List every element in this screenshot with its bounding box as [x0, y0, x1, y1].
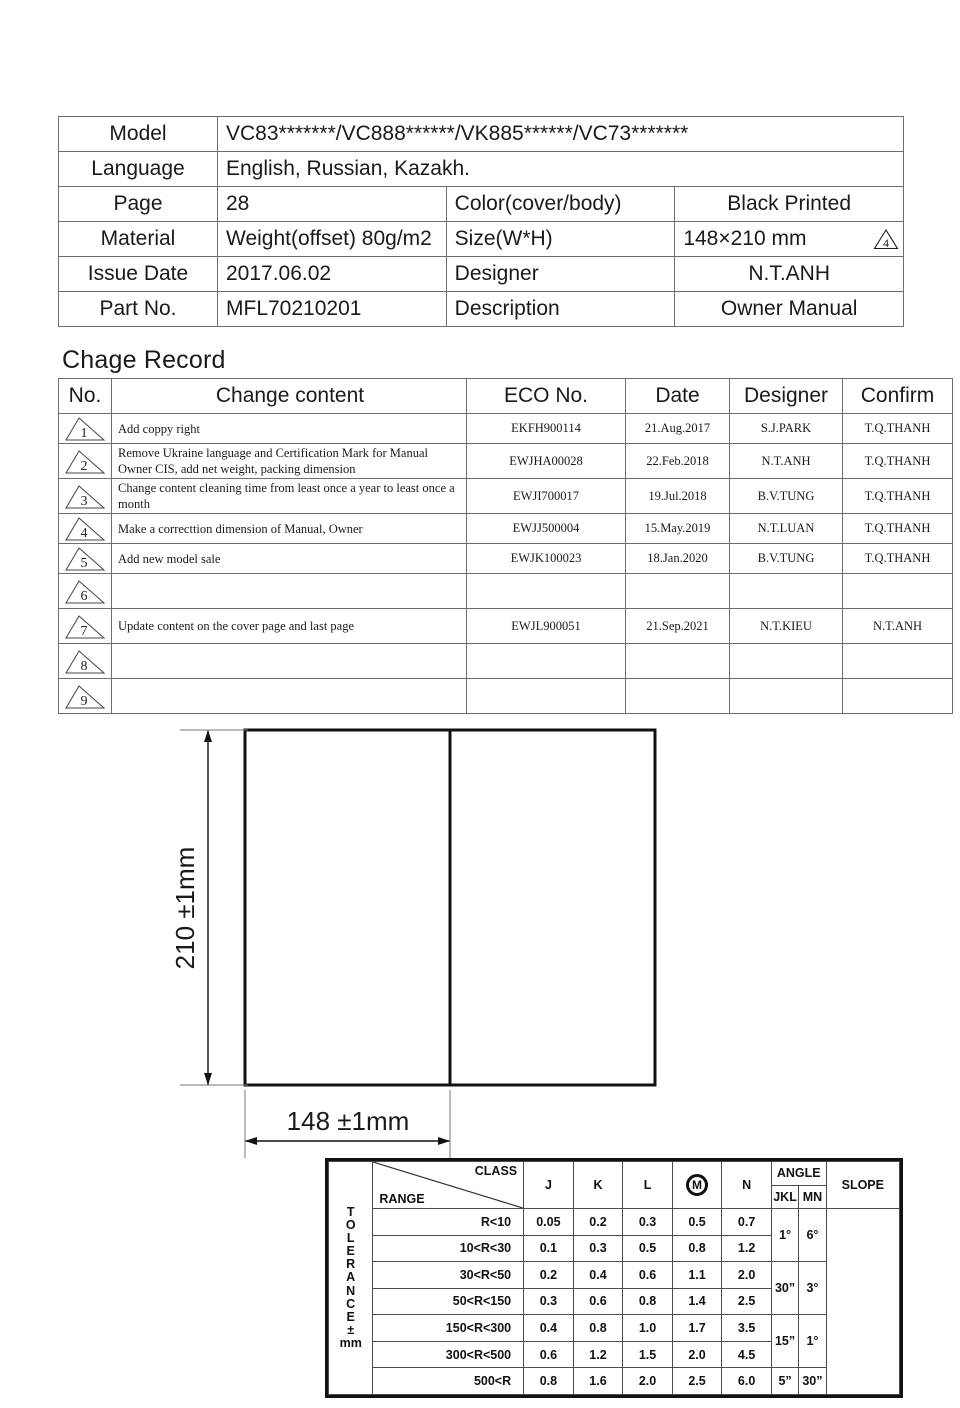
designer-cell: B.V.TUNG: [730, 479, 843, 514]
tolerance-value-m: 2.5: [672, 1368, 722, 1395]
change-no-cell: [59, 414, 112, 444]
tolerance-letter: N: [346, 1283, 356, 1298]
change-content-cell: Change content cleaning time from least once a year to least once a month: [112, 479, 467, 514]
designer-cell: [730, 574, 843, 609]
angle-value-mn: 3°: [799, 1262, 826, 1315]
tolerance-letter: ±: [347, 1322, 355, 1337]
svg-text:7: 7: [80, 623, 88, 639]
tolerance-value-l: 0.3: [623, 1209, 673, 1236]
spec-label-material: Material: [59, 222, 218, 257]
confirm-cell: T.Q.THANH: [843, 544, 953, 574]
tolerance-range-cell: 500<R: [373, 1368, 524, 1395]
slope-value-cell: [826, 1209, 899, 1395]
spec-row-material: [59, 222, 904, 257]
eco-no-cell: EKFH900114: [467, 414, 626, 444]
class-label: CLASS: [474, 1164, 518, 1178]
eco-no-cell: [467, 574, 626, 609]
confirm-cell: [843, 574, 953, 609]
svg-text:1: 1: [80, 426, 88, 441]
date-cell: 18.Jan.2020: [626, 544, 730, 574]
change-record-head: [59, 379, 953, 414]
revision-triangle-icon: [63, 415, 107, 442]
tolerance-value-k: 1.2: [573, 1341, 623, 1368]
tolerance-value-l: 0.8: [623, 1288, 673, 1315]
eco-no-cell: EWJHA00028: [467, 444, 626, 479]
tolerance-value-l: 0.5: [623, 1235, 673, 1262]
tolerance-value-j: 0.8: [524, 1368, 574, 1395]
spec-row-model: [59, 117, 904, 152]
tolerance-value-j: 0.2: [524, 1262, 574, 1289]
spec-label-description: Description: [446, 292, 675, 327]
table-row: [59, 574, 953, 609]
tolerance-letter: C: [346, 1296, 356, 1311]
tolerance-value-n: 6.0: [722, 1368, 772, 1395]
confirm-cell: [843, 644, 953, 679]
tolerance-row: [329, 1209, 900, 1236]
tolerance-letter: L: [346, 1231, 355, 1246]
tolerance-value-m: 1.7: [672, 1315, 722, 1342]
svg-text:9: 9: [80, 693, 88, 709]
designer-cell: N.T.LUAN: [730, 514, 843, 544]
class-header-n: N: [722, 1162, 772, 1209]
tolerance-value-j: 0.05: [524, 1209, 574, 1236]
spec-row-language: [59, 152, 904, 187]
table-row: [59, 414, 953, 444]
change-record-header-row: [59, 379, 953, 414]
tolerance-value-k: 0.4: [573, 1262, 623, 1289]
header-confirm: Confirm: [843, 379, 953, 414]
spec-label-model: Model: [59, 117, 218, 152]
tolerance-header-row-1: [329, 1162, 900, 1186]
tolerance-value-l: 1.0: [623, 1315, 673, 1342]
spec-row-part-no: [59, 292, 904, 327]
spec-row-page: [59, 187, 904, 222]
height-dimension-label: 210 ±1mm: [170, 846, 200, 970]
class-range-header: [373, 1162, 524, 1209]
svg-text:3: 3: [80, 493, 88, 509]
revision-triangle-icon: [63, 448, 107, 475]
change-content-cell: [112, 679, 467, 714]
tolerance-value-n: 2.5: [722, 1288, 772, 1315]
confirm-cell: T.Q.THANH: [843, 514, 953, 544]
tolerance-range-cell: 300<R<500: [373, 1341, 524, 1368]
tolerance-value-k: 0.8: [573, 1315, 623, 1342]
confirm-cell: T.Q.THANH: [843, 444, 953, 479]
change-content-cell: Make a correcttion dimension of Manual, Owner: [112, 514, 467, 544]
slope-header: SLOPE: [826, 1162, 899, 1209]
table-row: [59, 514, 953, 544]
header-date: Date: [626, 379, 730, 414]
angle-value-jkl: 1°: [771, 1209, 798, 1262]
tolerance-value-k: 1.6: [573, 1368, 623, 1395]
eco-no-cell: [467, 679, 626, 714]
angle-value-jkl: 15”: [771, 1315, 798, 1368]
angle-header-mn: MN: [799, 1185, 826, 1209]
spec-label-size: Size(W*H): [446, 222, 675, 257]
revision-triangle-icon: [63, 683, 107, 710]
svg-text:2: 2: [80, 458, 88, 474]
spec-label-page: Page: [59, 187, 218, 222]
designer-cell: B.V.TUNG: [730, 544, 843, 574]
designer-cell: N.T.KIEU: [730, 609, 843, 644]
revision-triangle-icon: [63, 578, 107, 605]
spec-row-issue-date: [59, 257, 904, 292]
designer-cell: N.T.ANH: [730, 444, 843, 479]
spec-label-issue-date: Issue Date: [59, 257, 218, 292]
change-record-body: [59, 414, 953, 714]
tolerance-table-container: [325, 1158, 903, 1398]
svg-text:5: 5: [80, 556, 88, 571]
angle-value-jkl: 5”: [771, 1368, 798, 1395]
spec-value-size-text: 148×210 mm: [683, 226, 807, 250]
change-no-cell: [59, 444, 112, 479]
date-cell: 15.May.2019: [626, 514, 730, 544]
tolerance-range-cell: 150<R<300: [373, 1315, 524, 1342]
tolerance-value-j: 0.1: [524, 1235, 574, 1262]
tolerance-value-k: 0.3: [573, 1235, 623, 1262]
svg-text:6: 6: [80, 588, 88, 604]
tolerance-range-cell: 30<R<50: [373, 1262, 524, 1289]
table-row: [59, 679, 953, 714]
date-cell: 22.Feb.2018: [626, 444, 730, 479]
class-header-m: [672, 1162, 722, 1209]
confirm-cell: T.Q.THANH: [843, 414, 953, 444]
angle-value-mn: 1°: [799, 1315, 826, 1368]
spec-value-description: Owner Manual: [675, 292, 904, 327]
confirm-cell: T.Q.THANH: [843, 479, 953, 514]
spec-value-language: English, Russian, Kazakh.: [218, 152, 904, 187]
change-no-cell: [59, 574, 112, 609]
tolerance-value-n: 3.5: [722, 1315, 772, 1342]
tolerance-row: [329, 1315, 900, 1342]
tolerance-letter: A: [346, 1270, 356, 1285]
svg-text:4: 4: [80, 526, 88, 541]
tolerance-letter: mm: [339, 1336, 362, 1351]
tolerance-value-l: 2.0: [623, 1368, 673, 1395]
svg-text:4: 4: [883, 236, 889, 250]
spec-label-part-no: Part No.: [59, 292, 218, 327]
revision-triangle-icon: [63, 545, 107, 572]
tolerance-value-l: 1.5: [623, 1341, 673, 1368]
tolerance-value-m: 1.1: [672, 1262, 722, 1289]
tolerance-value-m: 0.8: [672, 1235, 722, 1262]
class-header-l: L: [623, 1162, 673, 1209]
date-cell: [626, 644, 730, 679]
eco-no-cell: EWJJ500004: [467, 514, 626, 544]
header-designer: Designer: [730, 379, 843, 414]
date-cell: [626, 574, 730, 609]
change-no-cell: [59, 544, 112, 574]
revision-triangle-icon: [63, 515, 107, 542]
change-content-cell: Remove Ukraine language and Certification Mark for Manual Owner CIS, add net weight, packing dimension: [112, 444, 467, 479]
header-eco-no: ECO No.: [467, 379, 626, 414]
tolerance-value-n: 4.5: [722, 1341, 772, 1368]
tolerance-letter: R: [346, 1257, 356, 1272]
revision-triangle-4-icon: [873, 228, 899, 250]
tolerance-row: [329, 1368, 900, 1395]
tolerance-letter: E: [346, 1244, 355, 1259]
change-content-cell: [112, 574, 467, 609]
tolerance-value-k: 0.2: [573, 1209, 623, 1236]
tolerance-value-n: 2.0: [722, 1262, 772, 1289]
spec-value-color: Black Printed: [675, 187, 904, 222]
tolerance-value-n: 1.2: [722, 1235, 772, 1262]
tolerance-letter: E: [346, 1309, 355, 1324]
tolerance-range-cell: R<10: [373, 1209, 524, 1236]
change-record-table: [58, 378, 953, 714]
tolerance-value-l: 0.6: [623, 1262, 673, 1289]
confirm-cell: N.T.ANH: [843, 609, 953, 644]
tolerance-table-body: [329, 1162, 900, 1395]
table-row: [59, 609, 953, 644]
tolerance-value-k: 0.6: [573, 1288, 623, 1315]
table-row: [59, 544, 953, 574]
spec-value-size: [675, 222, 904, 257]
change-content-cell: Add coppy right: [112, 414, 467, 444]
spec-value-designer: N.T.ANH: [675, 257, 904, 292]
angle-header-jkl: JKL: [771, 1185, 798, 1209]
spec-label-designer: Designer: [446, 257, 675, 292]
tolerance-value-n: 0.7: [722, 1209, 772, 1236]
tolerance-letter: O: [345, 1217, 356, 1232]
tolerance-letter: T: [346, 1204, 355, 1219]
header-no: No.: [59, 379, 112, 414]
date-cell: 21.Aug.2017: [626, 414, 730, 444]
change-record-title: Chage Record: [62, 346, 226, 374]
spec-label-language: Language: [59, 152, 218, 187]
dimension-diagram: [160, 718, 780, 1168]
angle-value-jkl: 30”: [771, 1262, 798, 1315]
date-cell: 21.Sep.2021: [626, 609, 730, 644]
revision-triangle-icon: [63, 483, 107, 510]
class-header-j: J: [524, 1162, 574, 1209]
change-no-cell: [59, 514, 112, 544]
change-content-cell: Update content on the cover page and last page: [112, 609, 467, 644]
spec-label-color: Color(cover/body): [446, 187, 675, 222]
confirm-cell: [843, 679, 953, 714]
change-content-cell: Add new model sale: [112, 544, 467, 574]
revision-triangle-icon: [63, 613, 107, 640]
tolerance-value-m: 1.4: [672, 1288, 722, 1315]
class-header-m-circled: M: [686, 1174, 708, 1196]
designer-cell: S.J.PARK: [730, 414, 843, 444]
table-row: [59, 479, 953, 514]
revision-triangle-icon: [63, 648, 107, 675]
change-no-cell: [59, 644, 112, 679]
spec-value-issue-date: 2017.06.02: [218, 257, 447, 292]
tolerance-range-cell: 50<R<150: [373, 1288, 524, 1315]
spec-value-material: Weight(offset) 80g/m2: [218, 222, 447, 257]
tolerance-table: [328, 1161, 900, 1395]
tolerance-value-j: 0.4: [524, 1315, 574, 1342]
eco-no-cell: EWJL900051: [467, 609, 626, 644]
tolerance-value-j: 0.3: [524, 1288, 574, 1315]
date-cell: 19.Jul.2018: [626, 479, 730, 514]
tolerance-row: [329, 1262, 900, 1289]
spec-value-part-no: MFL70210201: [218, 292, 447, 327]
change-content-cell: [112, 644, 467, 679]
change-no-cell: [59, 479, 112, 514]
spec-value-model: VC83*******/VC888******/VK885******/VC73*******: [218, 117, 904, 152]
change-no-cell: [59, 679, 112, 714]
designer-cell: [730, 644, 843, 679]
tolerance-value-m: 0.5: [672, 1209, 722, 1236]
angle-header: ANGLE: [771, 1162, 826, 1186]
class-header-k: K: [573, 1162, 623, 1209]
angle-value-mn: 30”: [799, 1368, 826, 1395]
tolerance-range-cell: 10<R<30: [373, 1235, 524, 1262]
tolerance-vertical-label: [329, 1162, 373, 1395]
spec-value-page: 28: [218, 187, 447, 222]
designer-cell: [730, 679, 843, 714]
table-row: [59, 644, 953, 679]
svg-text:8: 8: [80, 658, 88, 674]
eco-no-cell: [467, 644, 626, 679]
specification-table: [58, 116, 904, 327]
eco-no-cell: EWJK100023: [467, 544, 626, 574]
date-cell: [626, 679, 730, 714]
eco-no-cell: EWJI700017: [467, 479, 626, 514]
change-no-cell: [59, 609, 112, 644]
spec-table-body: [59, 117, 904, 327]
width-dimension-label: 148 ±1mm: [286, 1106, 410, 1136]
range-label: RANGE: [379, 1192, 425, 1206]
table-row: [59, 444, 953, 479]
tolerance-value-j: 0.6: [524, 1341, 574, 1368]
tolerance-value-m: 2.0: [672, 1341, 722, 1368]
angle-value-mn: 6°: [799, 1209, 826, 1262]
header-content: Change content: [112, 379, 467, 414]
